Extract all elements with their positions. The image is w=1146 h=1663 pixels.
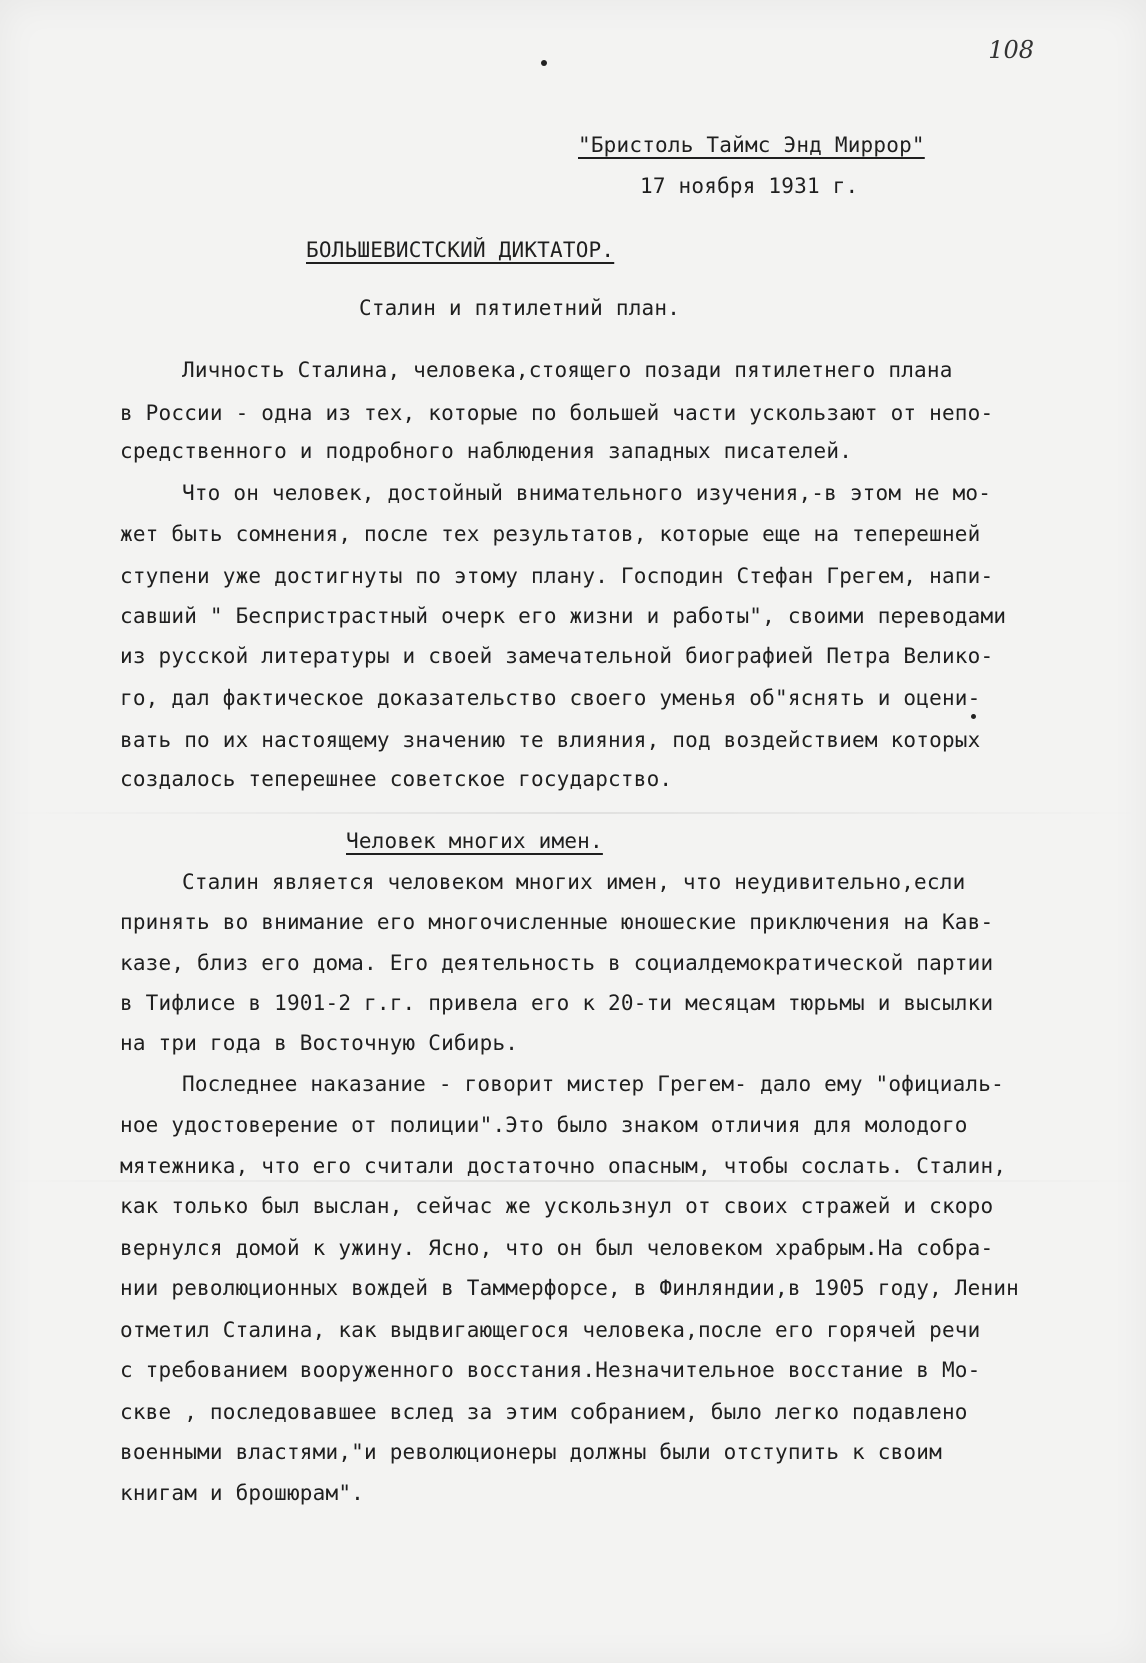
text-line: вать по их настоящему значению те влияния, под воздействием которых [120, 728, 981, 752]
page-number: 108 [988, 36, 1034, 64]
ink-spot [541, 60, 547, 66]
text-line: в России - одна из тех, которые по большей части ускользают от непо- [120, 401, 994, 425]
text-line: казе, близ его дома. Его деятельность в социалдемократической партии [120, 951, 994, 975]
text-line: савший " Беспристрастный очерк его жизни и работы", своими переводами [120, 604, 1007, 628]
article-subtitle: Сталин и пятилетний план. [359, 296, 681, 320]
text-line: ступени уже достигнуты по этому плану. Господин Стефан Грегем, напи- [120, 564, 994, 588]
text-line: как только был выслан, сейчас же ускользнул от своих стражей и скоро [120, 1194, 994, 1218]
text-line: вернулся домой к ужину. Ясно, что он был человеком храбрым.На собра- [120, 1236, 994, 1260]
text-line: из русской литературы и своей замечательной биографией Петра Велико- [120, 644, 994, 668]
text-line: в Тифлисе в 1901-2 г.г. привела его к 20-ти месяцам тюрьмы и высылки [120, 991, 994, 1015]
section-heading: Человек многих имен. [346, 829, 603, 853]
text-line: го, дал фактическое доказательство своего уменья об"яснять и оцени- [120, 686, 981, 710]
text-line: принять во внимание его многочисленные юношеские приключения на Кав- [120, 910, 994, 934]
publication-date: 17 ноября 1931 г. [640, 174, 859, 198]
text-line: Что он человек, достойный внимательного изучения,-в этом не мо- [182, 481, 992, 505]
article-title: БОЛЬШЕВИСТСКИЙ ДИКТАТОР. [306, 238, 615, 262]
publication-name: "Бристоль Таймс Энд Миррор" [578, 133, 925, 157]
text-line: нии революционных вождей в Таммерфорсе, в Финляндии,в 1905 году, Ленин [120, 1276, 1020, 1300]
ink-spot [971, 714, 976, 719]
text-line: с требованием вооруженного восстания.Незначительное восстание в Мо- [120, 1358, 981, 1382]
text-line: книгам и брошюрам". [120, 1481, 365, 1505]
text-line: жет быть сомнения, после тех результатов, которые еще на теперешней [120, 522, 981, 546]
text-line: на три года в Восточную Сибирь. [120, 1031, 519, 1055]
text-line: мятежника, что его считали достаточно опасным, чтобы сослать. Сталин, [120, 1154, 1007, 1178]
text-line: Личность Сталина, человека,стоящего позади пятилетнего плана [182, 358, 953, 382]
text-line: скве , последовавшее вслед за этим собранием, было легко подавлено [120, 1400, 968, 1424]
text-line: Сталин является человеком многих имен, что неудивительно,если [182, 870, 966, 894]
text-line: отметил Сталина, как выдвигающегося человека,после его горячей речи [120, 1318, 981, 1342]
paper-fold [0, 812, 1146, 814]
text-line: Последнее наказание - говорит мистер Грегем- дало ему "официаль- [182, 1072, 1004, 1096]
text-line: создалось теперешнее советское государство. [120, 767, 673, 791]
paper-fold [0, 1180, 1146, 1182]
text-line: ное удостоверение от полиции".Это было знаком отличия для молодого [120, 1113, 968, 1137]
text-line: средственного и подробного наблюдения западных писателей. [120, 439, 853, 463]
text-line: военными властями,"и революционеры должны были отступить к своим [120, 1440, 942, 1464]
